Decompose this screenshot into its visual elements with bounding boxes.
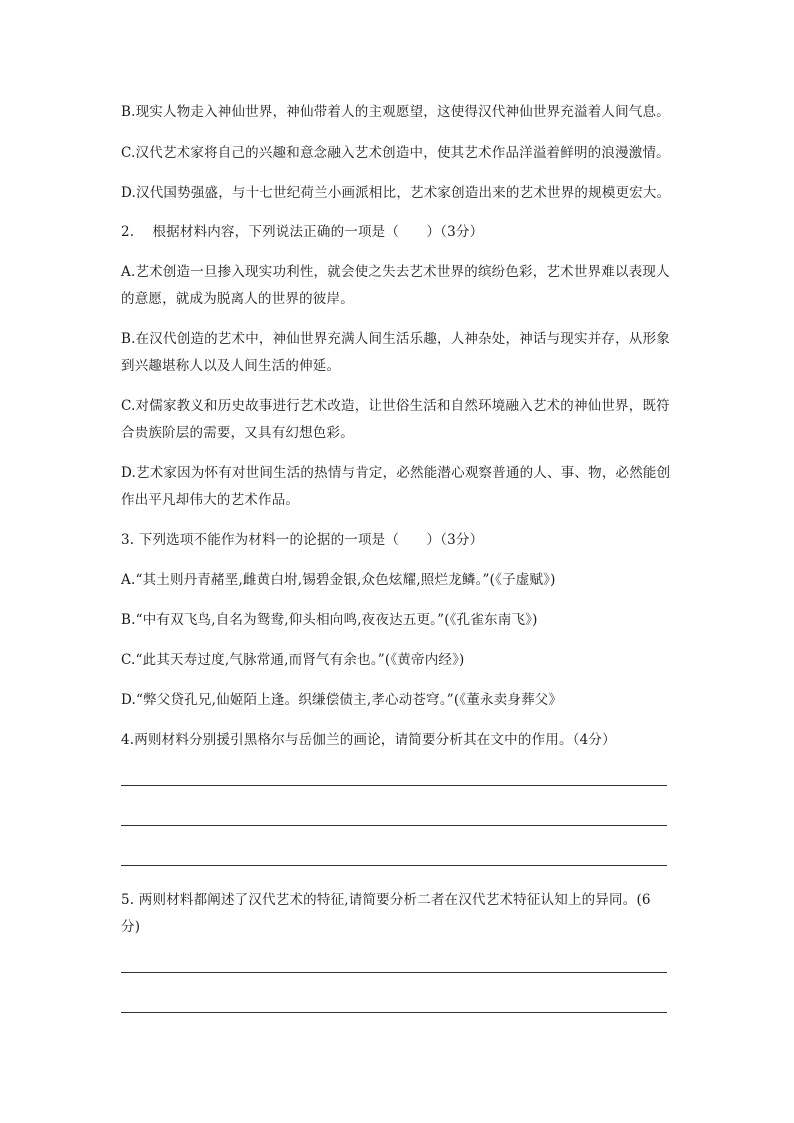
q1-option-d: D.汉代国势强盛，与十七世纪荷兰小画派相比，艺术家创造出来的艺术世界的规模更宏大。 [121,185,671,201]
q3-option-b: B.“中有双飞鸟,自名为鸳鸯,仰头相向鸣,夜夜达五更。”(《孔雀东南飞》) [121,612,538,628]
q1-option-b: B.现实人物走入神仙世界，神仙带着人的主观愿望，这使得汉代神仙世界充溢着人间气息。 [121,104,670,120]
q5-answer-line-1[interactable] [121,972,667,973]
q3-option-d: D.“弊父贷孔兄,仙姬陌上逢。织缣偿债主,孝心动苍穹。”(《董永卖身葬父》 [121,692,563,708]
q2-option-c-line1: C.对儒家教义和历史故事进行艺术改造，让世俗生活和自然环境融入艺术的神仙世界，既符 [121,398,670,414]
q4-answer-line-3[interactable] [121,865,667,866]
q2-option-a-line2: 的意愿，就成为脱离人的世界的彼岸。 [121,291,354,307]
q2-option-d-line2: 作出平凡却伟大的艺术作品。 [121,492,300,508]
q4-answer-line-1[interactable] [121,785,667,786]
q5-stem-line2: 分) [121,919,141,935]
q1-option-c: C.汉代艺术家将自己的兴趣和意念融入艺术创造中，使其艺术作品洋溢着鲜明的浪漫激情。 [121,145,670,161]
q5-stem-line1: 5. 两则材料都阐述了汉代艺术的特征,请简要分析二者在汉代艺术特征认知上的异同。(6 [121,892,651,908]
q3-option-a: A.“其土则丹青赭垩,雌黄白坿,锡碧金银,众色炫耀,照烂龙鳞。”(《子虚赋》) [121,572,556,588]
q2-option-d-line1: D.艺术家因为怀有对世间生活的热情与肯定，必然能潜心观察普通的人、事、物，必然能创 [121,465,671,481]
q5-answer-line-2[interactable] [121,1012,667,1013]
q3-option-c: C.“此其天寿过度,气脉常通,而肾气有余也。”(《黄帝内经》) [121,652,465,668]
q4-stem: 4.两则材料分别援引黑格尔与岳伽兰的画论，请简要分析其在文中的作用。（4分） [121,732,616,748]
q2-option-c-line2: 合贵族阶层的需要，又具有幻想色彩。 [121,425,354,441]
q3-stem: 3. 下列选项不能作为材料一的论据的一项是（ ）（3分） [121,532,484,548]
q2-stem: 2. 根据材料内容，下列说法正确的一项是（ ）（3分） [121,224,484,240]
q2-option-b-line1: B.在汉代创造的艺术中，神仙世界充满人间生活乐趣，人神杂处，神话与现实并存，从形象 [121,331,670,347]
q4-answer-line-2[interactable] [121,825,667,826]
q2-option-b-line2: 到兴趣堪称人以及人间生活的伸延。 [121,358,341,374]
q2-option-a-line1: A.艺术创造一旦掺入现实功利性，就会使之失去艺术世界的缤纷色彩，艺术世界难以表现人 [121,264,670,280]
